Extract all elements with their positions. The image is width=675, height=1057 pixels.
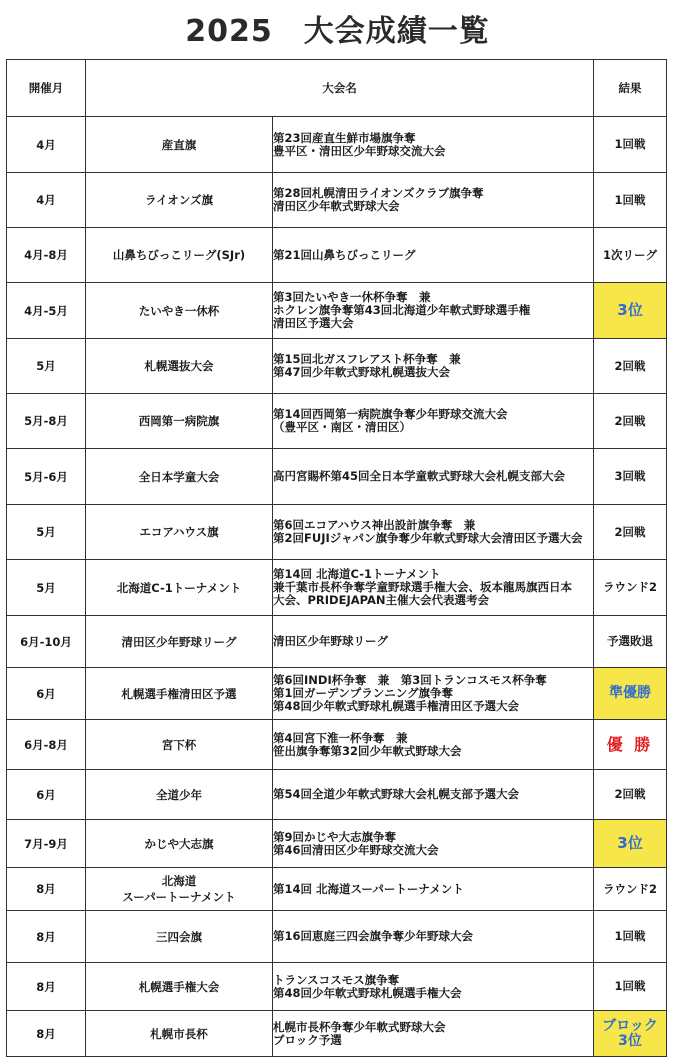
row-result — [594, 449, 667, 505]
tournament-detail-line: ブロック予選 — [273, 1032, 342, 1047]
tournament-name-line: 清田区少年野球リーグ — [121, 634, 237, 649]
results-table — [6, 59, 667, 1057]
row-result — [594, 339, 667, 394]
result-text: 優 勝 — [606, 735, 654, 754]
tournament-name-line: 北海道C-1トーナメント — [116, 580, 242, 595]
row-tournament-detail — [273, 339, 594, 394]
row-month: 7月-9月 — [7, 820, 86, 868]
tournament-detail-line: 第9回かじや大志旗争奪 — [273, 829, 397, 844]
row-tournament-name — [86, 339, 273, 394]
row-tournament-name — [86, 720, 273, 770]
tournament-detail-line: 兼千葉市長杯争奪学童野球選手権大会、坂本龍馬旗西日本 — [273, 580, 572, 594]
table-row — [7, 505, 667, 560]
header-month: 開催月 — [7, 60, 86, 117]
row-tournament-name — [86, 505, 273, 560]
table-row — [7, 616, 667, 668]
tournament-name-line: 宮下杯 — [161, 737, 197, 752]
tournament-detail-line: 笹出旗争奪第32回少年軟式野球大会 — [273, 743, 462, 758]
row-tournament-detail — [273, 770, 594, 820]
row-result — [594, 720, 667, 770]
row-tournament-name — [86, 770, 273, 820]
row-tournament-detail — [273, 1011, 594, 1057]
table-row — [7, 963, 667, 1011]
row-tournament-name — [86, 820, 273, 868]
tournament-detail-line: 第48回少年軟式野球札幌選手権清田区予選大会 — [273, 699, 520, 713]
table-row — [7, 1011, 667, 1057]
tournament-name-line: 全日本学童大会 — [138, 469, 220, 484]
tournament-name-line: 札幌選手権大会 — [138, 979, 220, 994]
row-result — [594, 820, 667, 868]
row-tournament-name — [86, 668, 273, 720]
result-text: 1回戦 — [614, 192, 646, 207]
result-text: 2回戦 — [614, 787, 646, 801]
result-text: ブロック — [602, 1017, 658, 1034]
result-text: 1回戦 — [614, 929, 646, 943]
row-result — [594, 963, 667, 1011]
row-result — [594, 283, 667, 339]
table-row — [7, 117, 667, 173]
page-title: 2025 大会成績一覧 — [185, 14, 490, 49]
tournament-detail-line: 第48回少年軟式野球札幌選手権大会 — [273, 985, 462, 1000]
tournament-detail-line: 清田区予選大会 — [273, 316, 354, 330]
result-text: 3回戦 — [614, 469, 646, 483]
result-text: 1回戦 — [614, 979, 646, 993]
row-tournament-name — [86, 868, 273, 911]
row-month: 8月 — [7, 1011, 86, 1057]
row-tournament-name — [86, 1011, 273, 1057]
row-month: 5月-6月 — [7, 449, 86, 505]
row-result — [594, 1011, 667, 1057]
table-row — [7, 283, 667, 339]
result-text: ラウンド2 — [602, 881, 657, 896]
header-result: 結果 — [594, 60, 667, 117]
row-tournament-detail — [273, 117, 594, 173]
table-row — [7, 394, 667, 449]
row-tournament-name — [86, 283, 273, 339]
row-month: 6月-8月 — [7, 720, 86, 770]
tournament-detail-line: 第28回札幌清田ライオンズクラブ旗争奪 — [273, 186, 484, 200]
tournament-detail-line: 第1回ガーデンプランニング旗争奪 — [273, 686, 454, 700]
tournament-detail-line: 清田区少年軟式野球大会 — [273, 199, 400, 213]
row-tournament-detail — [273, 173, 594, 228]
tournament-name-line: 三四会旗 — [156, 929, 202, 944]
row-tournament-detail — [273, 505, 594, 560]
result-text: 準優勝 — [609, 685, 651, 701]
row-month: 5月 — [7, 505, 86, 560]
tournament-name-line: 札幌選手権清田区予選 — [121, 686, 237, 701]
tournament-name-line: エコアハウス旗 — [139, 525, 219, 539]
tournament-name-line: ライオンズ旗 — [145, 193, 213, 207]
tournament-detail-line: 第21回山鼻ちびっこリーグ — [273, 247, 416, 262]
tournament-detail-line: 第14回西岡第一病院旗争奪少年野球交流大会 — [273, 407, 508, 421]
tournament-detail-line: 第3回たいやき一休杯争奪 兼 — [273, 290, 431, 304]
row-tournament-detail — [273, 394, 594, 449]
results-body — [7, 117, 667, 1057]
table-row — [7, 770, 667, 820]
tournament-detail-line: 第46回清田区少年野球交流大会 — [273, 842, 439, 857]
row-month: 4月 — [7, 173, 86, 228]
row-month: 8月 — [7, 911, 86, 963]
tournament-name-line: 北海道 — [161, 874, 197, 888]
row-tournament-name — [86, 616, 273, 668]
table-header-row — [7, 60, 667, 117]
tournament-detail-line: （豊平区・南区・清田区） — [273, 420, 411, 434]
table-row — [7, 911, 667, 963]
tournament-detail-line: 札幌市長杯争奪少年軟式野球大会 — [273, 1019, 446, 1034]
row-month: 8月 — [7, 963, 86, 1011]
table-row — [7, 720, 667, 770]
tournament-detail-line: ホクレン旗争奪第43回北海道少年軟式野球選手権 — [273, 303, 531, 317]
result-text: 1回戦 — [614, 137, 646, 151]
table-row — [7, 449, 667, 505]
row-result — [594, 117, 667, 173]
result-text: 3位 — [617, 834, 643, 852]
row-month: 5月 — [7, 339, 86, 394]
row-tournament-detail — [273, 868, 594, 911]
tournament-detail-line: トランスコスモス旗争奪 — [273, 972, 400, 987]
tournament-detail-line: 豊平区・清田区少年野球交流大会 — [273, 143, 446, 158]
row-tournament-detail — [273, 668, 594, 720]
tournament-detail-line: 大会、PRIDEJAPAN主催大会代表選考会 — [273, 593, 490, 607]
row-result — [594, 394, 667, 449]
tournament-detail-line: 第6回エコアハウス神出設計旗争奪 兼 — [273, 518, 476, 532]
tournament-detail-line: 第14回 北海道C-1トーナメント — [273, 567, 441, 581]
tournament-detail-line: 高円宮賜杯第45回全日本学童軟式野球大会札幌支部大会 — [273, 469, 566, 483]
table-row — [7, 868, 667, 911]
row-tournament-name — [86, 560, 273, 616]
row-tournament-name — [86, 911, 273, 963]
tournament-name-line: かじや大志旗 — [144, 836, 214, 851]
tournament-detail-line: 第15回北ガスフレアスト杯争奪 兼 — [273, 352, 461, 366]
result-text: 2回戦 — [614, 524, 646, 539]
tournament-name-line: 山鼻ちびっこリーグ(SJr) — [112, 248, 246, 262]
tournament-detail-line: 第2回FUJIジャパン旗争奪少年軟式野球大会清田区予選大会 — [273, 531, 583, 545]
row-result — [594, 228, 667, 283]
row-month: 5月-8月 — [7, 394, 86, 449]
table-row — [7, 668, 667, 720]
row-month: 5月 — [7, 560, 86, 616]
row-result — [594, 616, 667, 668]
tournament-name-line: 全道少年 — [156, 787, 202, 802]
row-tournament-name — [86, 228, 273, 283]
row-month: 8月 — [7, 868, 86, 911]
tournament-detail-line: 第6回INDI杯争奪 兼 第3回トランコスモス杯争奪 — [273, 673, 547, 687]
row-month: 6月 — [7, 770, 86, 820]
row-tournament-detail — [273, 963, 594, 1011]
row-result — [594, 505, 667, 560]
table-row — [7, 228, 667, 283]
tournament-name-line: たいやき一休杯 — [138, 303, 220, 318]
row-month: 4月 — [7, 117, 86, 173]
tournament-detail-line: 第4回宮下淮一杯争奪 兼 — [273, 730, 408, 745]
row-month: 6月-10月 — [7, 616, 86, 668]
table-row — [7, 339, 667, 394]
result-text: 2回戦 — [614, 413, 646, 428]
row-month: 4月-8月 — [7, 228, 86, 283]
table-row — [7, 820, 667, 868]
row-tournament-name — [86, 173, 273, 228]
tournament-detail-line: 第47回少年軟式野球札幌選抜大会 — [273, 365, 451, 379]
row-result — [594, 868, 667, 911]
row-tournament-name — [86, 963, 273, 1011]
result-text: 3位 — [618, 1032, 642, 1049]
row-result — [594, 173, 667, 228]
table-row — [7, 560, 667, 616]
row-tournament-detail — [273, 560, 594, 616]
row-result — [594, 560, 667, 616]
table-row — [7, 173, 667, 228]
row-tournament-name — [86, 449, 273, 505]
tournament-name-line: 産直旗 — [161, 137, 197, 152]
result-text: 3位 — [617, 301, 643, 319]
row-result — [594, 911, 667, 963]
tournament-name-line: 札幌市長杯 — [150, 1026, 208, 1041]
tournament-detail-line: 第16回恵庭三四会旗争奪少年野球大会 — [273, 929, 474, 943]
tournament-detail-line: 第23回産直生鮮市場旗争奪 — [273, 130, 416, 145]
row-month: 4月-5月 — [7, 283, 86, 339]
result-text: 予選敗退 — [607, 634, 653, 648]
row-tournament-detail — [273, 449, 594, 505]
result-text: ラウンド2 — [602, 580, 657, 594]
header-tournament-name: 大会名 — [86, 60, 594, 117]
row-tournament-detail — [273, 720, 594, 770]
tournament-name-line: 西岡第一病院旗 — [138, 414, 220, 428]
row-tournament-detail — [273, 820, 594, 868]
tournament-detail-line: 第14回 北海道スーパートーナメント — [273, 881, 464, 896]
row-tournament-detail — [273, 911, 594, 963]
tournament-name-line: 札幌選抜大会 — [144, 359, 214, 373]
tournament-detail-line: 清田区少年野球リーグ — [273, 634, 388, 648]
row-tournament-name — [86, 117, 273, 173]
row-tournament-detail — [273, 283, 594, 339]
row-result — [594, 770, 667, 820]
tournament-name-line: スーパートーナメント — [122, 890, 236, 904]
row-result — [594, 668, 667, 720]
row-tournament-detail — [273, 228, 594, 283]
row-tournament-name — [86, 394, 273, 449]
row-tournament-detail — [273, 616, 594, 668]
result-text: 1次リーグ — [602, 247, 657, 262]
tournament-detail-line: 第54回全道少年軟式野球大会札幌支部予選大会 — [273, 787, 520, 801]
result-text: 2回戦 — [614, 358, 646, 373]
row-month: 6月 — [7, 668, 86, 720]
